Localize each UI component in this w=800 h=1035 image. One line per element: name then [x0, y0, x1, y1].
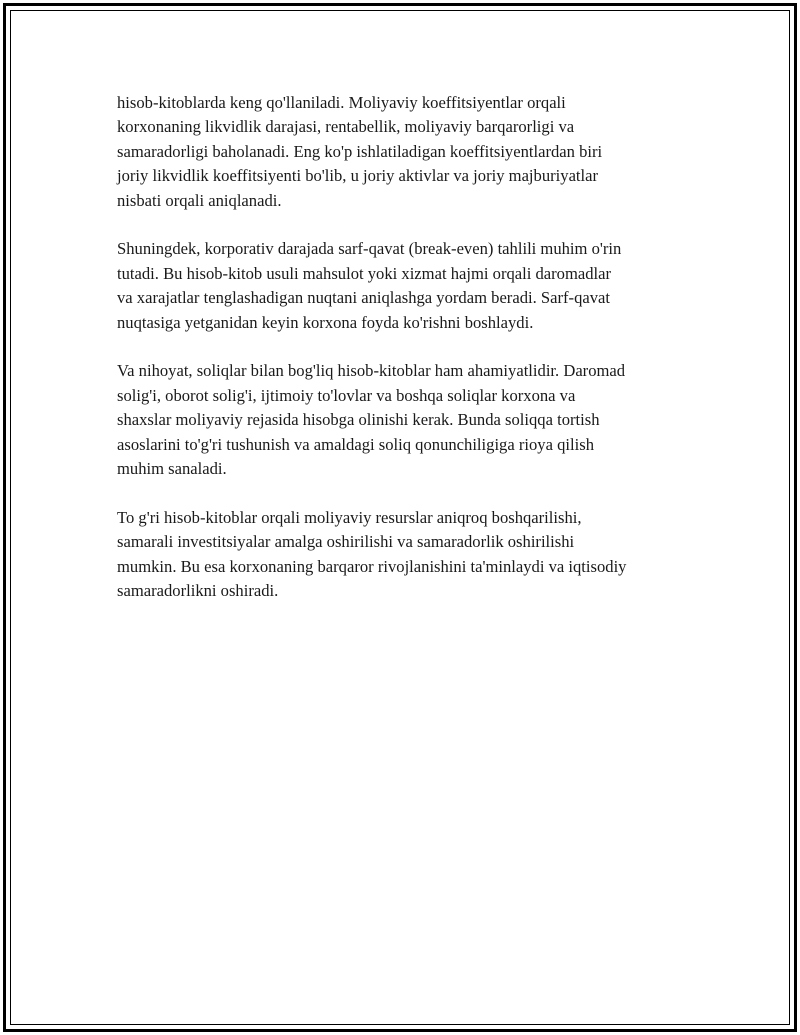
text-line: joriy likvidlik koeffitsiyenti bo'lib, u joriy aktivlar va joriy majburiyatlar: [117, 166, 599, 186]
text-line: samaradorlikni oshiradi.: [117, 581, 279, 601]
text-line: va xarajatlar tenglashadigan nuqtani aniqlashga yordam beradi. Sarf-qavat: [117, 288, 611, 308]
text-line: Shuningdek, korporativ darajada sarf-qavat (break-even) tahlili muhim o'rin: [117, 239, 622, 259]
text-line: korxonaning likvidlik darajasi, rentabellik, moliyaviy barqarorligi va: [117, 117, 575, 137]
text-line: samarali investitsiyalar amalga oshirilishi va samaradorlik oshirilishi: [117, 532, 575, 552]
text-line: solig'i, oborot solig'i, ijtimoiy to'lovlar va boshqa soliqlar korxona va: [117, 385, 576, 405]
text-line: hisob-kitoblarda keng qo'llaniladi. Moliyaviy koeffitsiyentlar orqali: [117, 93, 566, 112]
text-line: shaxslar moliyaviy rejasida hisobga olinishi kerak. Bunda soliqqa tortish: [117, 410, 600, 430]
paragraph-conclusion: [117, 506, 692, 604]
text-line: samaradorligi baholanadi. Eng ko'p ishlatiladigan koeffitsiyentlardan biri: [117, 141, 603, 161]
text-line: nuqtasiga yetganidan keyin korxona foyda ko'rishni boshlaydi.: [117, 312, 534, 332]
text-line: Va nihoyat, soliqlar bilan bog'liq hisob-kitoblar ham ahamiyatlidir. Daromad: [117, 361, 626, 381]
text-line: tutadi. Bu hisob-kitob usuli mahsulot yoki xizmat hajmi orqali daromadlar: [117, 263, 612, 283]
text-line: mumkin. Bu esa korxonaning barqaror rivojlanishini ta'minlaydi va iqtisodiy: [117, 556, 627, 576]
paragraph-financial-ratios: [117, 91, 692, 213]
text-line: To g'ri hisob-kitoblar orqali moliyaviy resurslar aniqroq boshqarilishi,: [117, 507, 582, 527]
text-line: nisbati orqali aniqlanadi.: [117, 190, 282, 210]
paragraph-taxes: [117, 359, 692, 481]
text-line: muhim sanaladi.: [117, 459, 227, 479]
paragraph-break-even: [117, 237, 692, 335]
document-body: [117, 91, 692, 628]
text-line: asoslarini to'g'ri tushunish va amaldagi soliq qonunchiligiga rioya qilish: [117, 434, 594, 454]
